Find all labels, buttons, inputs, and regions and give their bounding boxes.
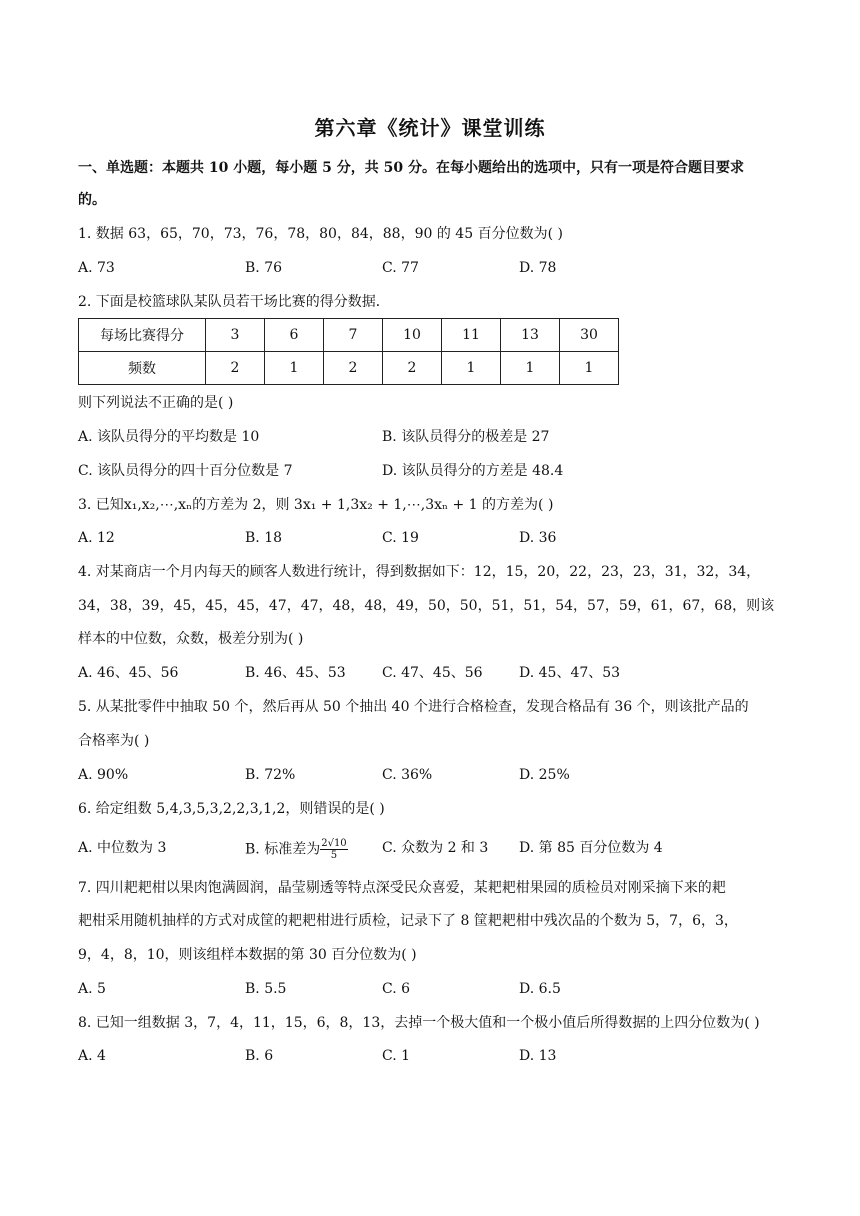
table-row-label: 频数 [79,352,206,385]
table-cell: 11 [442,319,501,352]
q2-stem: 2. 下面是校篮球队某队员若干场比赛的得分数据． [78,294,390,310]
q3-option-b: B. 18 [245,530,283,546]
q8-option-d: D. 13 [519,1048,557,1064]
q6-option-b [245,838,348,861]
q2-option-b: B. 该队员得分的极差是 27 [382,429,550,445]
q6-option-c: C. 众数为 2 和 3 [382,840,489,856]
q1-option-c: C. 77 [382,260,419,276]
table-cell: 30 [560,319,619,352]
fraction-denominator: 5 [330,850,338,861]
q3-options [78,528,784,548]
q7-option-a: A. 5 [78,981,106,997]
q8-option-c: C. 1 [382,1048,411,1064]
q7-stem-line2: 耙柑采用随机抽样的方式对成筐的耙耙柑进行质检，记录下了 8 筐耙耙柑中残次品的个数为 5，7，6，3， [78,913,738,929]
table-cell: 13 [501,319,560,352]
q5-stem-line1: 5. 从某批零件中抽取 50 个，然后再从 50 个抽出 40 个进行合格检查，发现合格品有 36 个，则该批产品的 [78,699,749,715]
section-heading-line2: 的。 [78,192,106,208]
q6-option-d: D. 第 85 百分位数为 4 [519,840,663,856]
q5-stem-line2: 合格率为( ) [78,733,150,749]
q4-stem-line2: 34，38，39，45，45，45，47，47，48，48，49，50，50，51，51，54，57，59，61，67，68，则该 [78,598,775,614]
table-cell: 6 [265,319,324,352]
table-cell: 2 [206,352,265,385]
table-cell: 1 [265,352,324,385]
q5-option-d: D. 25% [519,767,570,783]
table-cell: 2 [324,352,383,385]
q5-options [78,765,784,785]
q5-option-a: A. 90% [78,767,129,783]
q8-option-a: A. 4 [78,1048,106,1064]
q3-stem: 3. 已知x₁,x₂,⋯,xₙ的方差为 2，则 3x₁ + 1,3x₂ + 1,⋯,3xₙ + 1 的方差为( ) [78,497,554,513]
q4-stem-line1: 4. 对某商店一个月内每天的顾客人数进行统计，得到数据如下：12，15，20，22，23，23，31，32，34， [78,564,761,580]
page-title: 第六章《统计》课堂训练 [314,116,546,140]
q1-option-b: B. 76 [245,260,283,276]
fraction-numerator: 2√10 [321,838,347,849]
q2-question: 则下列说法不正确的是( ) [78,395,234,411]
table-cell: 1 [442,352,501,385]
q4-options [78,663,784,683]
table-cell: 10 [383,319,442,352]
q4-option-c: C. 47、45、56 [382,665,483,681]
q2-options-row2 [78,461,784,481]
q4-stem-line3: 样本的中位数，众数，极差分别为( ) [78,631,304,647]
table-cell: 1 [560,352,619,385]
table-row [79,352,619,385]
q8-options [78,1046,784,1066]
table-cell: 2 [383,352,442,385]
table-cell: 1 [501,352,560,385]
q4-option-d: D. 45、47、53 [519,665,621,681]
q1-option-a: A. 73 [78,260,115,276]
q7-stem-line3: 9，4，8，10，则该组样本数据的第 30 百分位数为( ) [78,947,417,963]
q7-option-b: B. 5.5 [245,981,287,997]
q5-option-c: C. 36% [382,767,433,783]
score-table [78,318,619,385]
q4-option-a: A. 46、45、56 [78,665,179,681]
q7-option-d: D. 6.5 [519,981,561,997]
q7-options [78,979,784,999]
q7-stem-line1: 7. 四川耙耙柑以果肉饱满圆润，晶莹剔透等特点深受民众喜爱，某耙耙柑果园的质检员对刚采摘下来的耙 [78,880,726,896]
q3-option-a: A. 12 [78,530,115,546]
q7-option-c: C. 6 [382,981,411,997]
q8-stem: 8. 已知一组数据 3，7，4，11，15，6，8，13，去掉一个极大值和一个极小值后所得数据的上四分位数为( ) [78,1015,760,1031]
q8-option-b: B. 6 [245,1048,274,1064]
fraction [320,838,347,861]
q6-option-a: A. 中位数为 3 [78,840,167,856]
q1-options [78,258,784,278]
q2-option-a: A. 该队员得分的平均数是 10 [78,429,260,445]
table-row-label: 每场比赛得分 [79,319,206,352]
section-heading-line1: 一、单选题：本题共 10 小题，每小题 5 分，共 50 分。在每小题给出的选项中，只有一项是符合题目要求 [78,160,744,176]
q6-option-b-label: B. 标准差为 [245,841,321,858]
q6-options [78,838,784,861]
q4-option-b: B. 46、45、53 [245,665,346,681]
q2-options-row1 [78,427,784,447]
q1-stem: 1. 数据 63，65，70，73，76，78，80，84，88，90 的 45 百分位数为( ) [78,226,563,242]
q2-option-c: C. 该队员得分的四十百分位数是 7 [78,463,293,479]
q3-option-c: C. 19 [382,530,419,546]
table-cell: 7 [324,319,383,352]
q2-option-d: D. 该队员得分的方差是 48.4 [382,463,564,479]
table-row [79,319,619,352]
q6-stem: 6. 给定组数 5,4,3,5,3,2,2,3,1,2，则错误的是( ) [78,801,385,817]
table-cell: 3 [206,319,265,352]
q3-option-d: D. 36 [519,530,557,546]
q5-option-b: B. 72% [245,767,296,783]
q1-option-d: D. 78 [519,260,557,276]
